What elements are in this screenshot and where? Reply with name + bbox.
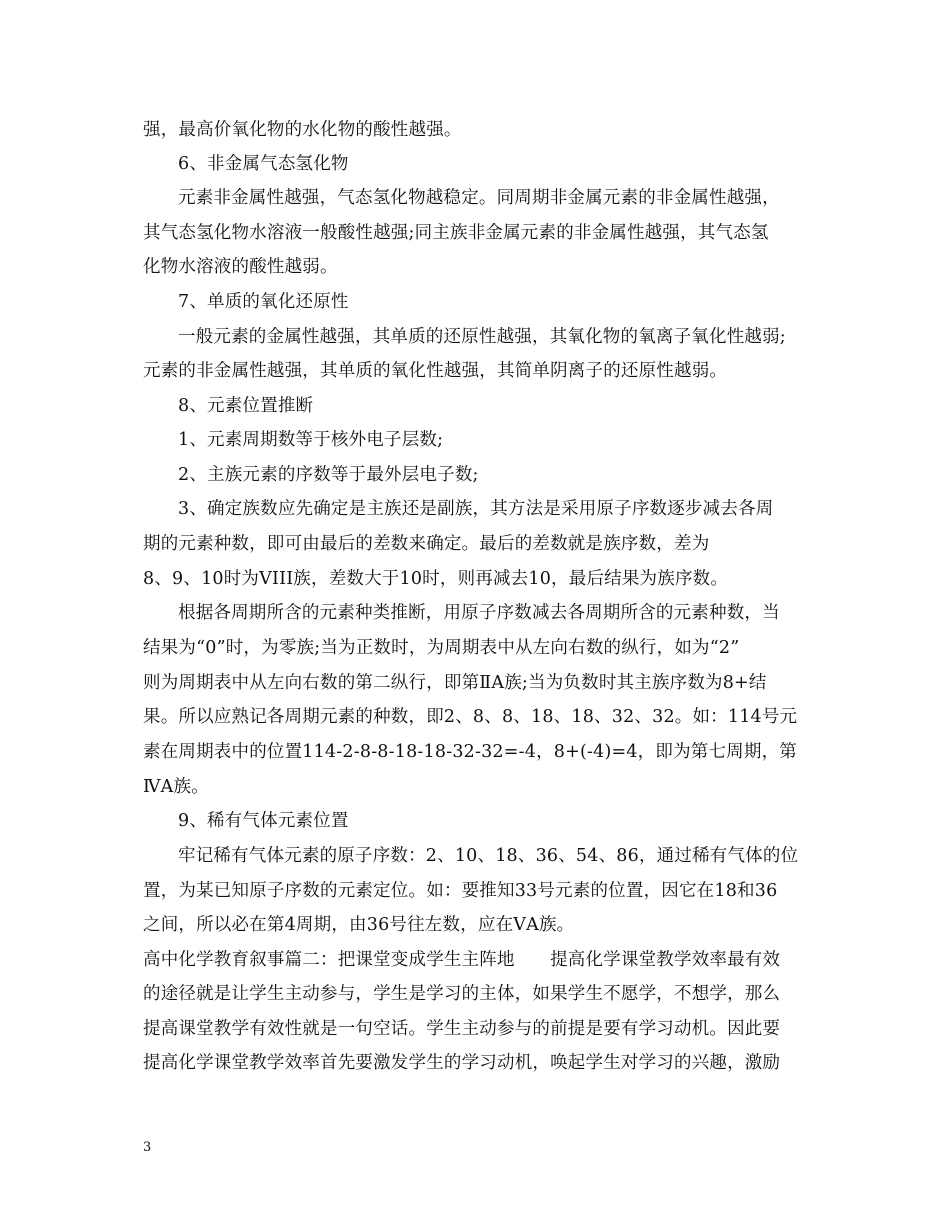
text-line: 8、9、10时为VIII族，差数大于10时，则再减去10，最后结果为族序数。 (143, 569, 729, 589)
text-line: 强，最高价氧化物的水化物的酸性越强。 (143, 120, 462, 140)
section-heading: 7、单质的氧化还原性 (178, 292, 349, 312)
section-heading: 6、非金属气态氢化物 (178, 154, 349, 174)
text-line: 的途径就是让学生主动参与，学生是学习的主体，如果学生不愿学，不想学，那么 (143, 984, 781, 1004)
text-line: 提高化学课堂教学效率首先要激发学生的学习动机，唤起学生对学习的兴趣，激励 (143, 1053, 781, 1073)
section-heading: 8、元素位置推断 (178, 396, 314, 416)
text-line: ⅣA族。 (143, 777, 209, 797)
text-line: 根据各周期所含的元素种类推断，用原子序数减去各周期所含的元素种数，当 (178, 603, 780, 623)
page-number: 3 (143, 1140, 152, 1155)
text-line: 元素非金属性越强，气态氢化物越稳定。同周期非金属元素的非金属性越强， (178, 188, 780, 208)
text-line: 之间，所以必在第4周期，由36号往左数，应在ⅤA族。 (143, 915, 575, 935)
text-line: 置，为某已知原子序数的元素定位。如：要推知33号元素的位置，因它在18和36 (143, 881, 778, 901)
text-line: 牢记稀有气体元素的原子序数：2、10、18、36、54、86，通过稀有气体的位 (178, 846, 799, 866)
section-heading: 9、稀有气体元素位置 (178, 811, 349, 831)
text-line: 高中化学教育叙事篇二：把课堂变成学生主阵地 提高化学课堂教学效率最有效 (143, 950, 781, 970)
text-line: 结果为“0”时，为零族;当为正数时，为周期表中从左向右数的纵行，如为“2” (143, 638, 740, 658)
text-line: 3、确定族数应先确定是主族还是副族，其方法是采用原子序数逐步减去各周 (178, 499, 774, 519)
text-line: 元素的非金属性越强，其单质的氧化性越强，其简单阴离子的还原性越弱。 (143, 361, 728, 381)
text-line: 一般元素的金属性越强，其单质的还原性越强，其氧化物的氧离子氧化性越弱; (178, 327, 786, 347)
text-line: 化物水溶液的酸性越弱。 (143, 257, 338, 277)
text-line: 其气态氢化物水溶液一般酸性越强;同主族非金属元素的非金属性越强，其气态氢 (143, 223, 769, 243)
text-line: 则为周期表中从左向右数的第二纵行，即第ⅡA族;当为负数时其主族序数为8+结 (143, 673, 767, 693)
text-line: 素在周期表中的位置114-2-8-8-18-18-32-32=-4，8+(-4)=4，即为第七周期，第 (143, 742, 797, 762)
text-line: 果。所以应熟记各周期元素的种数，即2、8、8、18、18、32、32。如：114号元 (143, 707, 798, 727)
text-line: 提高课堂教学有效性就是一句空话。学生主动参与的前提是要有学习动机。因此要 (143, 1019, 781, 1039)
text-line: 2、主族元素的序数等于最外层电子数; (178, 465, 479, 485)
text-line: 期的元素种数，即可由最后的差数来确定。最后的差数就是族序数，差为 (143, 534, 710, 554)
text-line: 1、元素周期数等于核外电子层数; (178, 430, 444, 450)
